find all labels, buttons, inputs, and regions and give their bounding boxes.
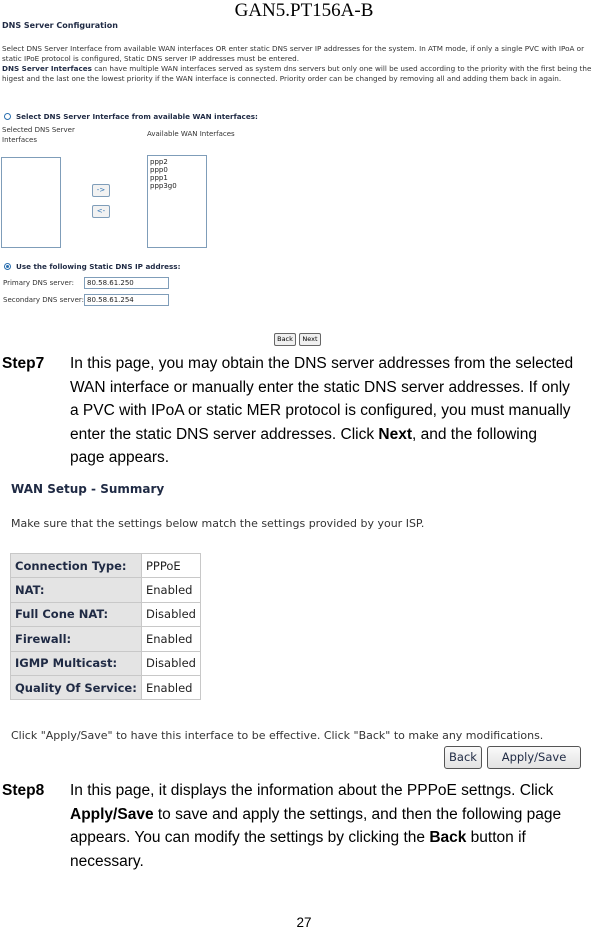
step7-label: Step7 [2, 355, 45, 372]
primary-dns-input[interactable]: 80.58.61.250 [84, 277, 169, 289]
apply-save-button[interactable]: Apply/Save [487, 746, 581, 769]
wan-summary-hint: Click "Apply/Save" to have this interface to be effective. Click "Back" to make any modifications. [11, 729, 544, 742]
step7-line2: WAN interface or manually enter the static DNS server addresses. If only [70, 378, 570, 396]
step7-line5: page appears. [70, 449, 170, 466]
table-key: IGMP Multicast: [11, 651, 142, 675]
description-line1: Select DNS Server Interface from available WAN interfaces OR enter static DNS server IP addresses for the system. In ATM mode, if only a single PVC with IPoA or static IPoE protocol is configured, Static DNS server IP addresses must be entered. [2, 44, 585, 63]
list-item[interactable]: ppp2 [150, 158, 168, 166]
available-interfaces-label: Available WAN Interfaces [147, 130, 235, 138]
wan-summary-note: Make sure that the settings below match the settings provided by your ISP. [11, 517, 425, 530]
selected-interfaces-label: Selected DNS Server Interfaces [2, 126, 75, 144]
back-button[interactable]: Back [274, 333, 296, 346]
static-dns-radio[interactable] [4, 263, 11, 270]
selected-interfaces-list[interactable] [1, 157, 61, 248]
table-row [11, 651, 201, 675]
table-key: Quality Of Service: [11, 675, 142, 699]
table-key: Connection Type: [11, 554, 142, 578]
dns-config-description [2, 44, 592, 84]
table-row [11, 554, 201, 578]
step8-label: Step8 [2, 782, 45, 799]
step7-line4: enter the static DNS server addresses. Click Next, and the following [70, 425, 537, 443]
step8-text [70, 779, 608, 873]
table-value: Enabled [142, 627, 201, 651]
step7-line3: a PVC with IPoA or static MER protocol is configured, you must manually [70, 402, 571, 419]
summary-back-button[interactable]: Back [444, 746, 482, 769]
secondary-dns-label: Secondary DNS server: [3, 296, 84, 304]
table-row [11, 578, 201, 602]
table-row [11, 627, 201, 651]
description-line2: can have multiple WAN interfaces served as system dns servers but only one will be used according to the priority with the first being the higest and the last one the lowest priority if the WAN interface is connected. Priority order can be changed by removing all and adding them back in again. [2, 64, 592, 83]
step7-text [70, 352, 608, 470]
table-value: Disabled [142, 602, 201, 626]
primary-dns-label: Primary DNS server: [3, 279, 74, 287]
list-item[interactable]: ppp0 [150, 166, 168, 174]
wan-summary-title: WAN Setup - Summary [11, 482, 165, 496]
list-item[interactable]: ppp3g0 [150, 182, 177, 190]
table-key: Full Cone NAT: [11, 602, 142, 626]
table-row [11, 675, 201, 699]
list-item[interactable]: ppp1 [150, 174, 168, 182]
table-key: Firewall: [11, 627, 142, 651]
move-right-button[interactable]: -> [92, 184, 110, 197]
step8-line3: appears. You can modify the settings by clicking the Back button if [70, 829, 526, 846]
step8-line4: necessary. [70, 852, 144, 870]
document-header: GAN5.PT156A-B [234, 0, 374, 21]
table-value: Enabled [142, 578, 201, 602]
table-row [11, 602, 201, 626]
step8-line2: Apply/Save to save and apply the settings, and then the following page [70, 805, 562, 823]
available-interfaces-list[interactable] [147, 155, 207, 248]
secondary-dns-input[interactable]: 80.58.61.254 [84, 294, 169, 306]
description-bold: DNS Server Interfaces [2, 64, 92, 73]
interface-option-label: Select DNS Server Interface from available WAN interfaces: [16, 112, 258, 121]
summary-table [10, 553, 201, 700]
table-value: Enabled [142, 675, 201, 699]
step7-line1: In this page, you may obtain the DNS server addresses from the selected [70, 355, 574, 372]
table-value: Disabled [142, 651, 201, 675]
next-button[interactable]: Next [299, 333, 321, 346]
step8-line1: In this page, it displays the information about the PPPoE settngs. Click [70, 782, 554, 799]
move-left-button[interactable]: <- [92, 205, 110, 218]
table-key: NAT: [11, 578, 142, 602]
table-value: PPPoE [142, 554, 201, 578]
page-number: 27 [296, 915, 312, 930]
interface-radio[interactable] [4, 113, 11, 120]
static-dns-option-label: Use the following Static DNS IP address: [16, 262, 181, 271]
dns-config-title: DNS Server Configuration [2, 21, 118, 30]
